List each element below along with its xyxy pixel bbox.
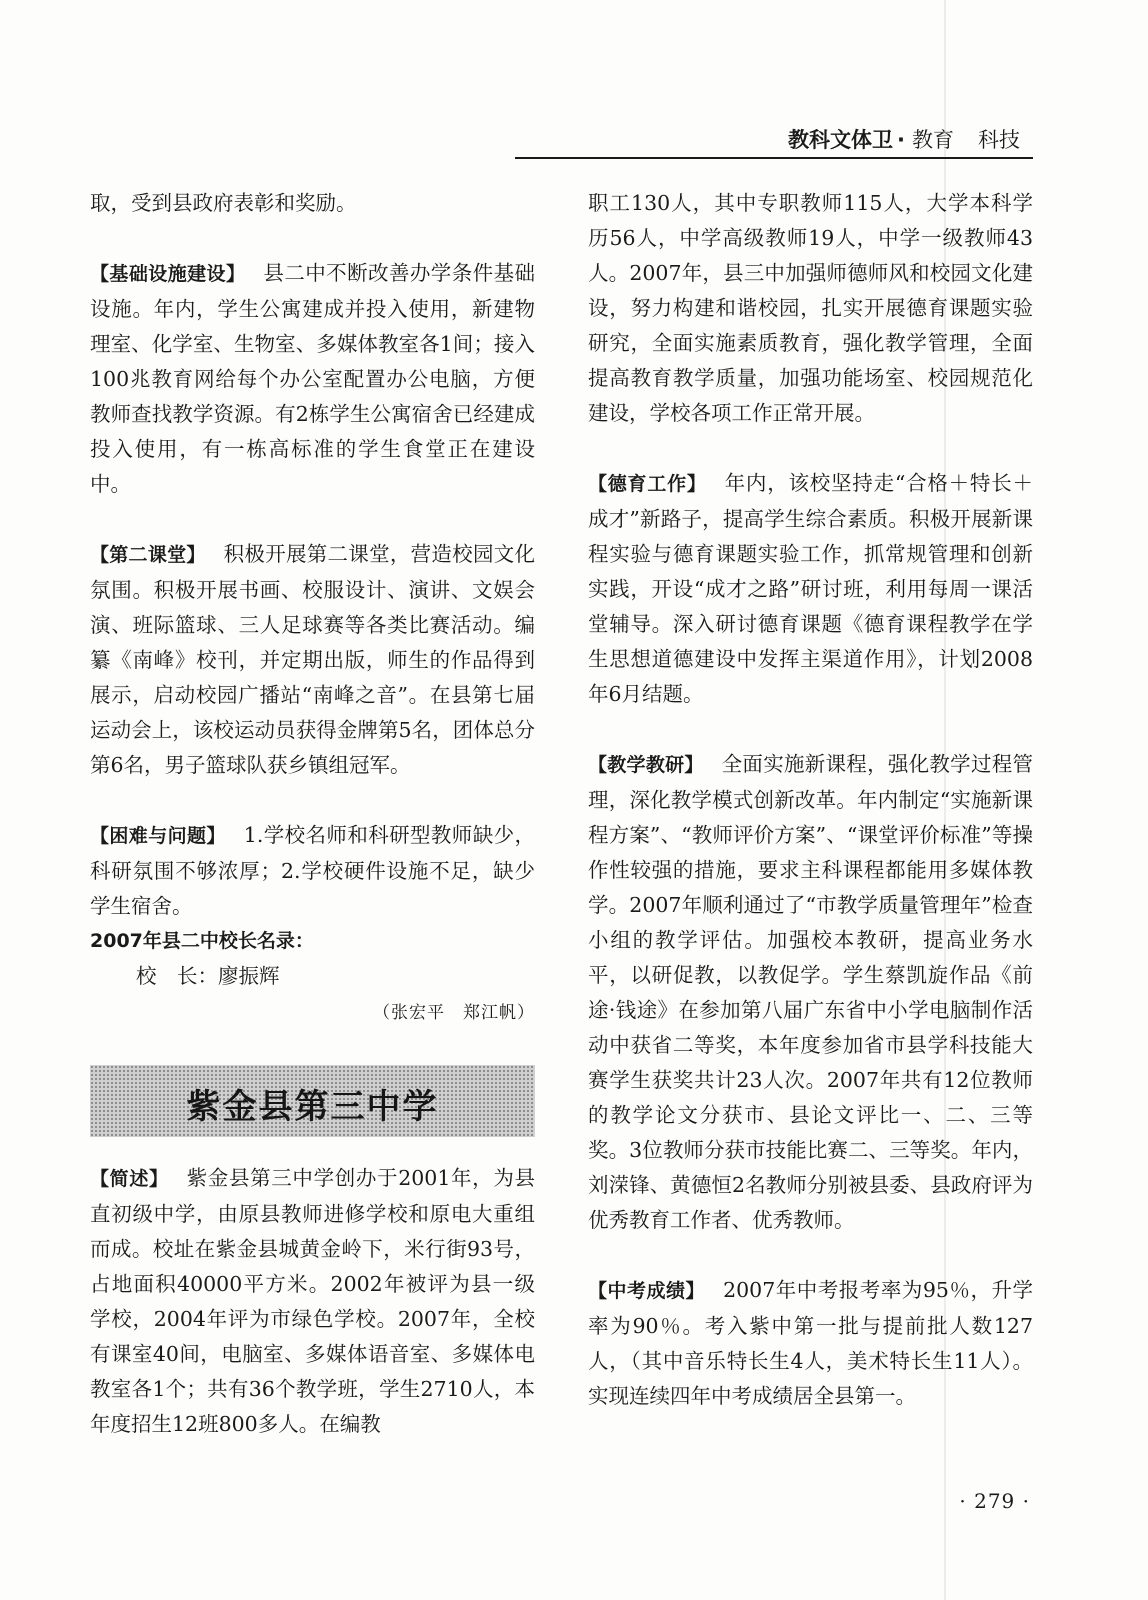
teaching-research-text: 全面实施新课程，强化教学过程管理，深化教学模式创新改革。年内制定“实施新课程方案”、“教师评价方案”、“课堂评价标准”等操作性较强的措施，要求主科课程都能用多媒体教学。2007年顺利通过了“市教学质量管理年”检查小组的教学评估。加强校本教研，提高业务水平，以研促教，以教促学。学生蔡凯旋作品《前途·钱途》在参加第八届广东省中小学电脑制作活动中获省二等奖，本年度参加省市县学科技能大赛学生获奖共计23人次。2007年共有12位教师的教学论文分获市、县论文评比一、二、三等奖。3位教师分获市技能比赛二、三等奖。年内，刘溁锋、黄德恒2名教师分别被县委、县政府评为优秀教育工作者、优秀教师。 [588,752,1033,1232]
infrastructure-paragraph [90,256,535,502]
continued-paragraph: 取，受到县政府表彰和奖励。 [90,191,357,215]
right-column [588,186,1033,1414]
teaching-research-paragraph [588,747,1033,1238]
principal-name: 校 长：廖振辉 [136,964,280,988]
moral-education-tag: 【德育工作】 [588,473,707,495]
exam-results-text: 2007年中考报考率为95％，升学率为90％。考入紫中第一批与提前批人数127人，（其中音乐特长生4人，美术特长生11人）。实现连续四年中考成绩居全县第一。 [588,1278,1033,1408]
section-banner-title: 紫金县第三中学 [186,1087,439,1127]
second-classroom-tag: 【第二课堂】 [90,544,206,566]
staff-paragraph: 职工130人，其中专职教师115人，大学本科学历56人，中学高级教师19人，中学一级教师43人。2007年，县三中加强师德师风和校园文化建设，努力构建和谐校园，扎实开展德育课题实验研究，全面实施素质教育，强化教学管理，全面提高教育教学质量，加强功能场室、校园规范化建设，学校各项工作正常开展。 [588,191,1033,425]
exam-results-tag: 【中考成绩】 [588,1280,706,1302]
overview-paragraph [90,1161,535,1442]
infrastructure-text: 县二中不断改善办学条件基础设施。年内，学生公寓建成并投入使用，新建物理室、化学室、生物室、多媒体教室各1间；接入100兆教育网给每个办公室配置办公电脑，方便教师查找教学资源。有2栋学生公寓宿舍已经建成投入使用，有一栋高标准的学生食堂正在建设中。 [90,261,535,496]
overview-text: 紫金县第三中学创办于2001年，为县直初级中学，由原县教师进修学校和原电大重组而成。校址在紫金县城黄金岭下，米行街93号，占地面积40000平方米。2002年被评为县一级学校，2004年评为市绿色学校。2007年，全校有课室40间，电脑室、多媒体语音室、多媒体电教室各1个；共有36个教学班，学生2710人，本年度招生12班800多人。在编教 [90,1166,535,1436]
header-section: 教科文体卫 [788,128,894,152]
header-separator: · [897,128,905,152]
header-subsection-2: 科技 [978,128,1020,152]
page-number: · 279 · [959,1489,1030,1513]
left-column [90,186,535,1442]
author-line: （张宏平 郑江帆） [373,1003,535,1023]
moral-education-text: 年内，该校坚持走“合格＋特长＋成才”新路子，提高学生综合素质。积极开展新课程实验与德育课题实验工作，抓常规管理和创新实践，开设“成才之路”研讨班，利用每周一课活堂辅导。深入研讨德育课题《德育课程教学在学生思想道德建设中发挥主渠道作用》，计划2008年6月结题。 [588,471,1033,706]
moral-education-paragraph [588,466,1033,712]
second-classroom-text: 积极开展第二课堂，营造校园文化氛围。积极开展书画、校服设计、演讲、文娱会演、班际篮球、三人足球赛等各类比赛活动。编纂《南峰》校刊，并定期出版，师生的作品得到展示，启动校园广播站“南峰之音”。在县第七届运动会上，该校运动员获得金牌第5名，团体总分第6名，男子篮球队获乡镇组冠军。 [90,542,535,777]
exam-results-paragraph [588,1273,1033,1414]
header-rule [515,157,1033,159]
section-banner [90,1065,535,1137]
infrastructure-tag: 【基础设施建设】 [90,263,246,285]
overview-tag: 【简述】 [90,1168,169,1190]
running-header [788,124,1020,154]
difficulties-text: 1.学校名师和科研型教师缺少，科研氛围不够浓厚；2.学校硬件设施不足，缺少学生宿舍。 [90,823,535,918]
principal-list-title: 2007年县二中校长名录： [90,930,314,952]
header-subsection: 教育 [912,128,954,152]
teaching-research-tag: 【教学教研】 [588,754,704,776]
difficulties-paragraph [90,818,535,924]
second-classroom-paragraph [90,537,535,783]
difficulties-tag: 【困难与问题】 [90,825,226,847]
